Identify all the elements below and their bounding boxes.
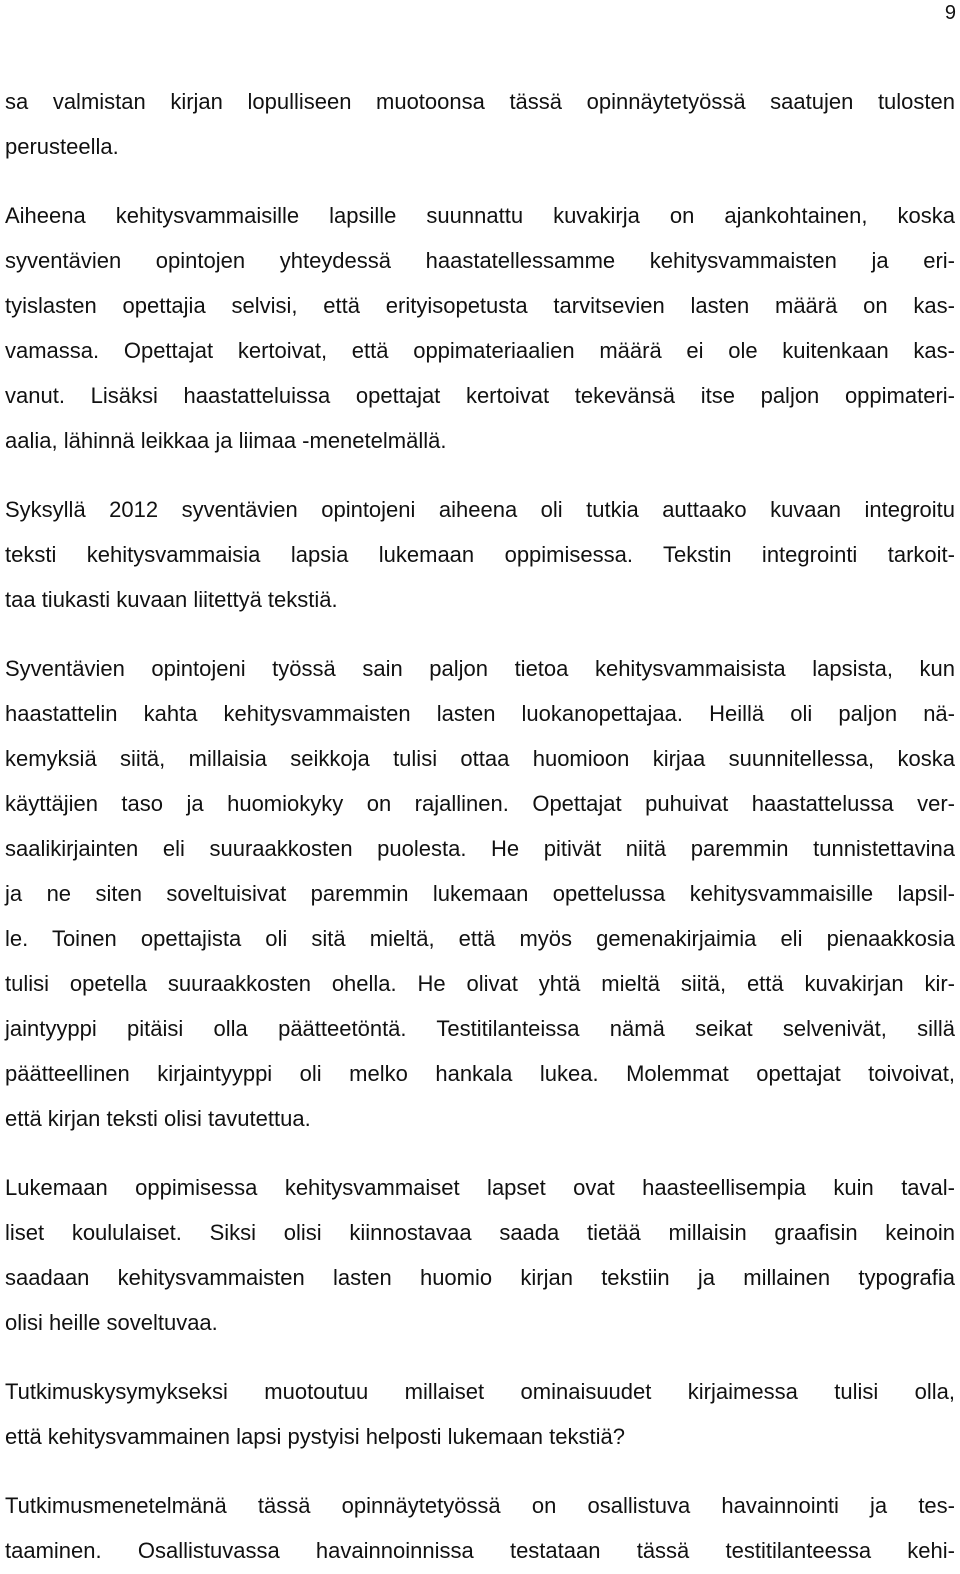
text-line: taaminen. Osallistuvassa havainnoinnissa testataan tässä testitilanteessa kehi- <box>5 1538 955 1563</box>
text-line: teksti kehitysvammaisia lapsia lukemaan oppimisessa. Tekstin integrointi tarkoit- <box>5 542 955 567</box>
text-line: jaintyyppi pitäisi olla päätteetöntä. Testitilanteissa nämä seikat selvenivät, sillä <box>5 1016 955 1041</box>
paragraph <box>5 646 955 1141</box>
text-line: perusteella. <box>5 134 119 159</box>
text-line: tulisi opetella suuraakkosten ohella. He olivat yhtä mieltä siitä, että kuvakirjan kir- <box>5 971 955 996</box>
text-line: Tutkimuskysymykseksi muotoutuu millaiset ominaisuudet kirjaimessa tulisi olla, <box>5 1379 955 1404</box>
paragraph-gap <box>5 463 955 487</box>
text-line: haastattelin kahta kehitysvammaisten lasten luokanopettajaa. Heillä oli paljon nä- <box>5 701 955 726</box>
paragraph-gap <box>5 1345 955 1369</box>
text-line: että kirjan teksti olisi tavutettua. <box>5 1106 311 1131</box>
paragraph <box>5 1165 955 1345</box>
paragraph-gap <box>5 169 955 193</box>
text-line: Syventävien opintojeni työssä sain paljon tietoa kehitysvammaisista lapsista, kun <box>5 656 955 681</box>
paragraph-gap <box>5 1459 955 1483</box>
text-line: Aiheena kehitysvammaisille lapsille suunnattu kuvakirja on ajankohtainen, koska <box>5 203 955 228</box>
text-line: käyttäjien taso ja huomiokyky on rajallinen. Opettajat puhuivat haastattelussa ver- <box>5 791 955 816</box>
text-line: tyislasten opettajia selvisi, että erityisopetusta tarvitsevien lasten määrä on kas- <box>5 293 955 318</box>
text-line: vamassa. Opettajat kertoivat, että oppimateriaalien määrä ei ole kuitenkaan kas- <box>5 338 955 363</box>
text-line: Syksyllä 2012 syventävien opintojeni aiheena oli tutkia auttaako kuvaan integroitu <box>5 497 955 522</box>
document-body <box>5 79 955 1573</box>
paragraph <box>5 1369 955 1459</box>
text-line: päätteellinen kirjaintyyppi oli melko hankala lukea. Molemmat opettajat toivoivat, <box>5 1061 955 1086</box>
text-line: taa tiukasti kuvaan liitettyä tekstiä. <box>5 587 338 612</box>
text-line: sa valmistan kirjan lopulliseen muotoonsa tässä opinnäytetyössä saatujen tulosten <box>5 89 955 114</box>
text-line: että kehitysvammainen lapsi pystyisi helposti lukemaan tekstiä? <box>5 1424 625 1449</box>
text-line: Tutkimusmenetelmänä tässä opinnäytetyössä on osallistuva havainnointi ja tes- <box>5 1493 955 1518</box>
text-line: olisi heille soveltuvaa. <box>5 1310 218 1335</box>
paragraph <box>5 1483 955 1573</box>
paragraph-gap <box>5 1141 955 1165</box>
text-line: kemyksiä siitä, millaisia seikkoja tulisi ottaa huomioon kirjaa suunnitellessa, koska <box>5 746 955 771</box>
text-line: ja ne siten soveltuisivat paremmin lukemaan opettelussa kehitysvammaisille lapsil- <box>5 881 955 906</box>
text-line: saadaan kehitysvammaisten lasten huomio kirjan tekstiin ja millainen typografia <box>5 1265 955 1290</box>
text-line: le. Toinen opettajista oli sitä mieltä, että myös gemenakirjaimia eli pienaakkosia <box>5 926 955 951</box>
text-line: liset koululaiset. Siksi olisi kiinnostavaa saada tietää millaisin graafisin keinoin <box>5 1220 955 1245</box>
text-line: syventävien opintojen yhteydessä haastatellessamme kehitysvammaisten ja eri- <box>5 248 955 273</box>
paragraph <box>5 193 955 463</box>
text-line: Lukemaan oppimisessa kehitysvammaiset lapset ovat haasteellisempia kuin taval- <box>5 1175 955 1200</box>
text-line: saalikirjainten eli suuraakkosten puolesta. He pitivät niitä paremmin tunnistettavina <box>5 836 955 861</box>
text-line: aalia, lähinnä leikkaa ja liimaa -menetelmällä. <box>5 428 447 453</box>
text-line: vanut. Lisäksi haastatteluissa opettajat kertoivat tekevänsä itse paljon oppimateri- <box>5 383 955 408</box>
page-number: 9 <box>944 2 956 24</box>
paragraph <box>5 487 955 622</box>
paragraph-gap <box>5 622 955 646</box>
paragraph <box>5 79 955 169</box>
